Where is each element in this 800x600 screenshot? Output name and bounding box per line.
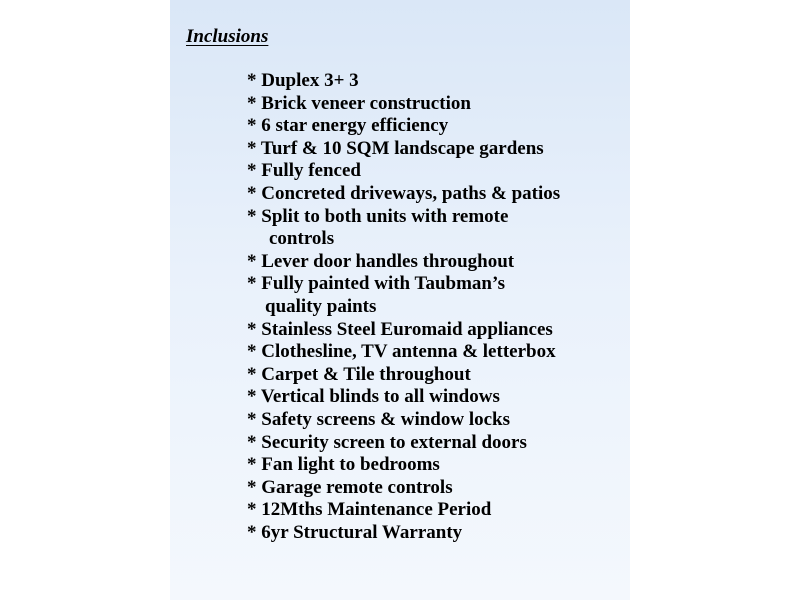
list-item xyxy=(247,341,560,364)
item-text: * Fully fenced xyxy=(247,160,361,182)
item-text: * 6 star energy efficiency xyxy=(247,115,449,137)
item-text: * 12Mths Maintenance Period xyxy=(247,499,492,521)
list-item xyxy=(247,138,560,161)
item-text: * Clothesline, TV antenna & letterbox xyxy=(247,341,556,363)
item-text: * Stainless Steel Euromaid appliances xyxy=(247,318,553,340)
list-item xyxy=(247,160,560,183)
inclusions-heading: Inclusions xyxy=(186,26,269,47)
list-item xyxy=(247,251,560,274)
inclusions-slide xyxy=(170,0,630,600)
item-text: * Garage remote controls xyxy=(247,476,453,498)
inclusions-list xyxy=(247,70,560,544)
list-item xyxy=(247,499,560,522)
item-text: * Vertical blinds to all windows xyxy=(247,386,500,408)
list-item xyxy=(247,273,560,318)
item-text: * 6yr Structural Warranty xyxy=(247,521,463,543)
item-text: * Fully painted with Taubman’s xyxy=(247,273,505,295)
item-text: * Duplex 3+ 3 xyxy=(247,70,359,91)
list-item xyxy=(247,183,560,206)
item-text: * Split to both units with remote xyxy=(247,205,509,227)
list-item xyxy=(247,115,560,138)
list-item xyxy=(247,319,560,342)
item-text: * Safety screens & window locks xyxy=(247,408,511,430)
list-item xyxy=(247,522,560,545)
item-text: * Turf & 10 SQM landscape gardens xyxy=(247,137,544,159)
list-item xyxy=(247,364,560,387)
item-text: * Lever door handles throughout xyxy=(247,250,515,272)
list-item xyxy=(247,386,560,409)
list-item xyxy=(247,454,560,477)
list-item xyxy=(247,409,560,432)
item-continuation: controls xyxy=(269,228,335,250)
list-item xyxy=(247,70,560,93)
item-text: * Fan light to bedrooms xyxy=(247,454,440,476)
item-text: * Security screen to external doors xyxy=(247,431,527,453)
list-item xyxy=(247,432,560,455)
item-continuation: quality paints xyxy=(265,295,377,317)
item-text: * Carpet & Tile throughout xyxy=(247,363,471,385)
item-text: * Concreted driveways, paths & patios xyxy=(247,182,561,204)
list-item xyxy=(247,477,560,500)
item-text: * Brick veneer construction xyxy=(247,92,471,114)
list-item xyxy=(247,206,560,251)
list-item xyxy=(247,93,560,116)
